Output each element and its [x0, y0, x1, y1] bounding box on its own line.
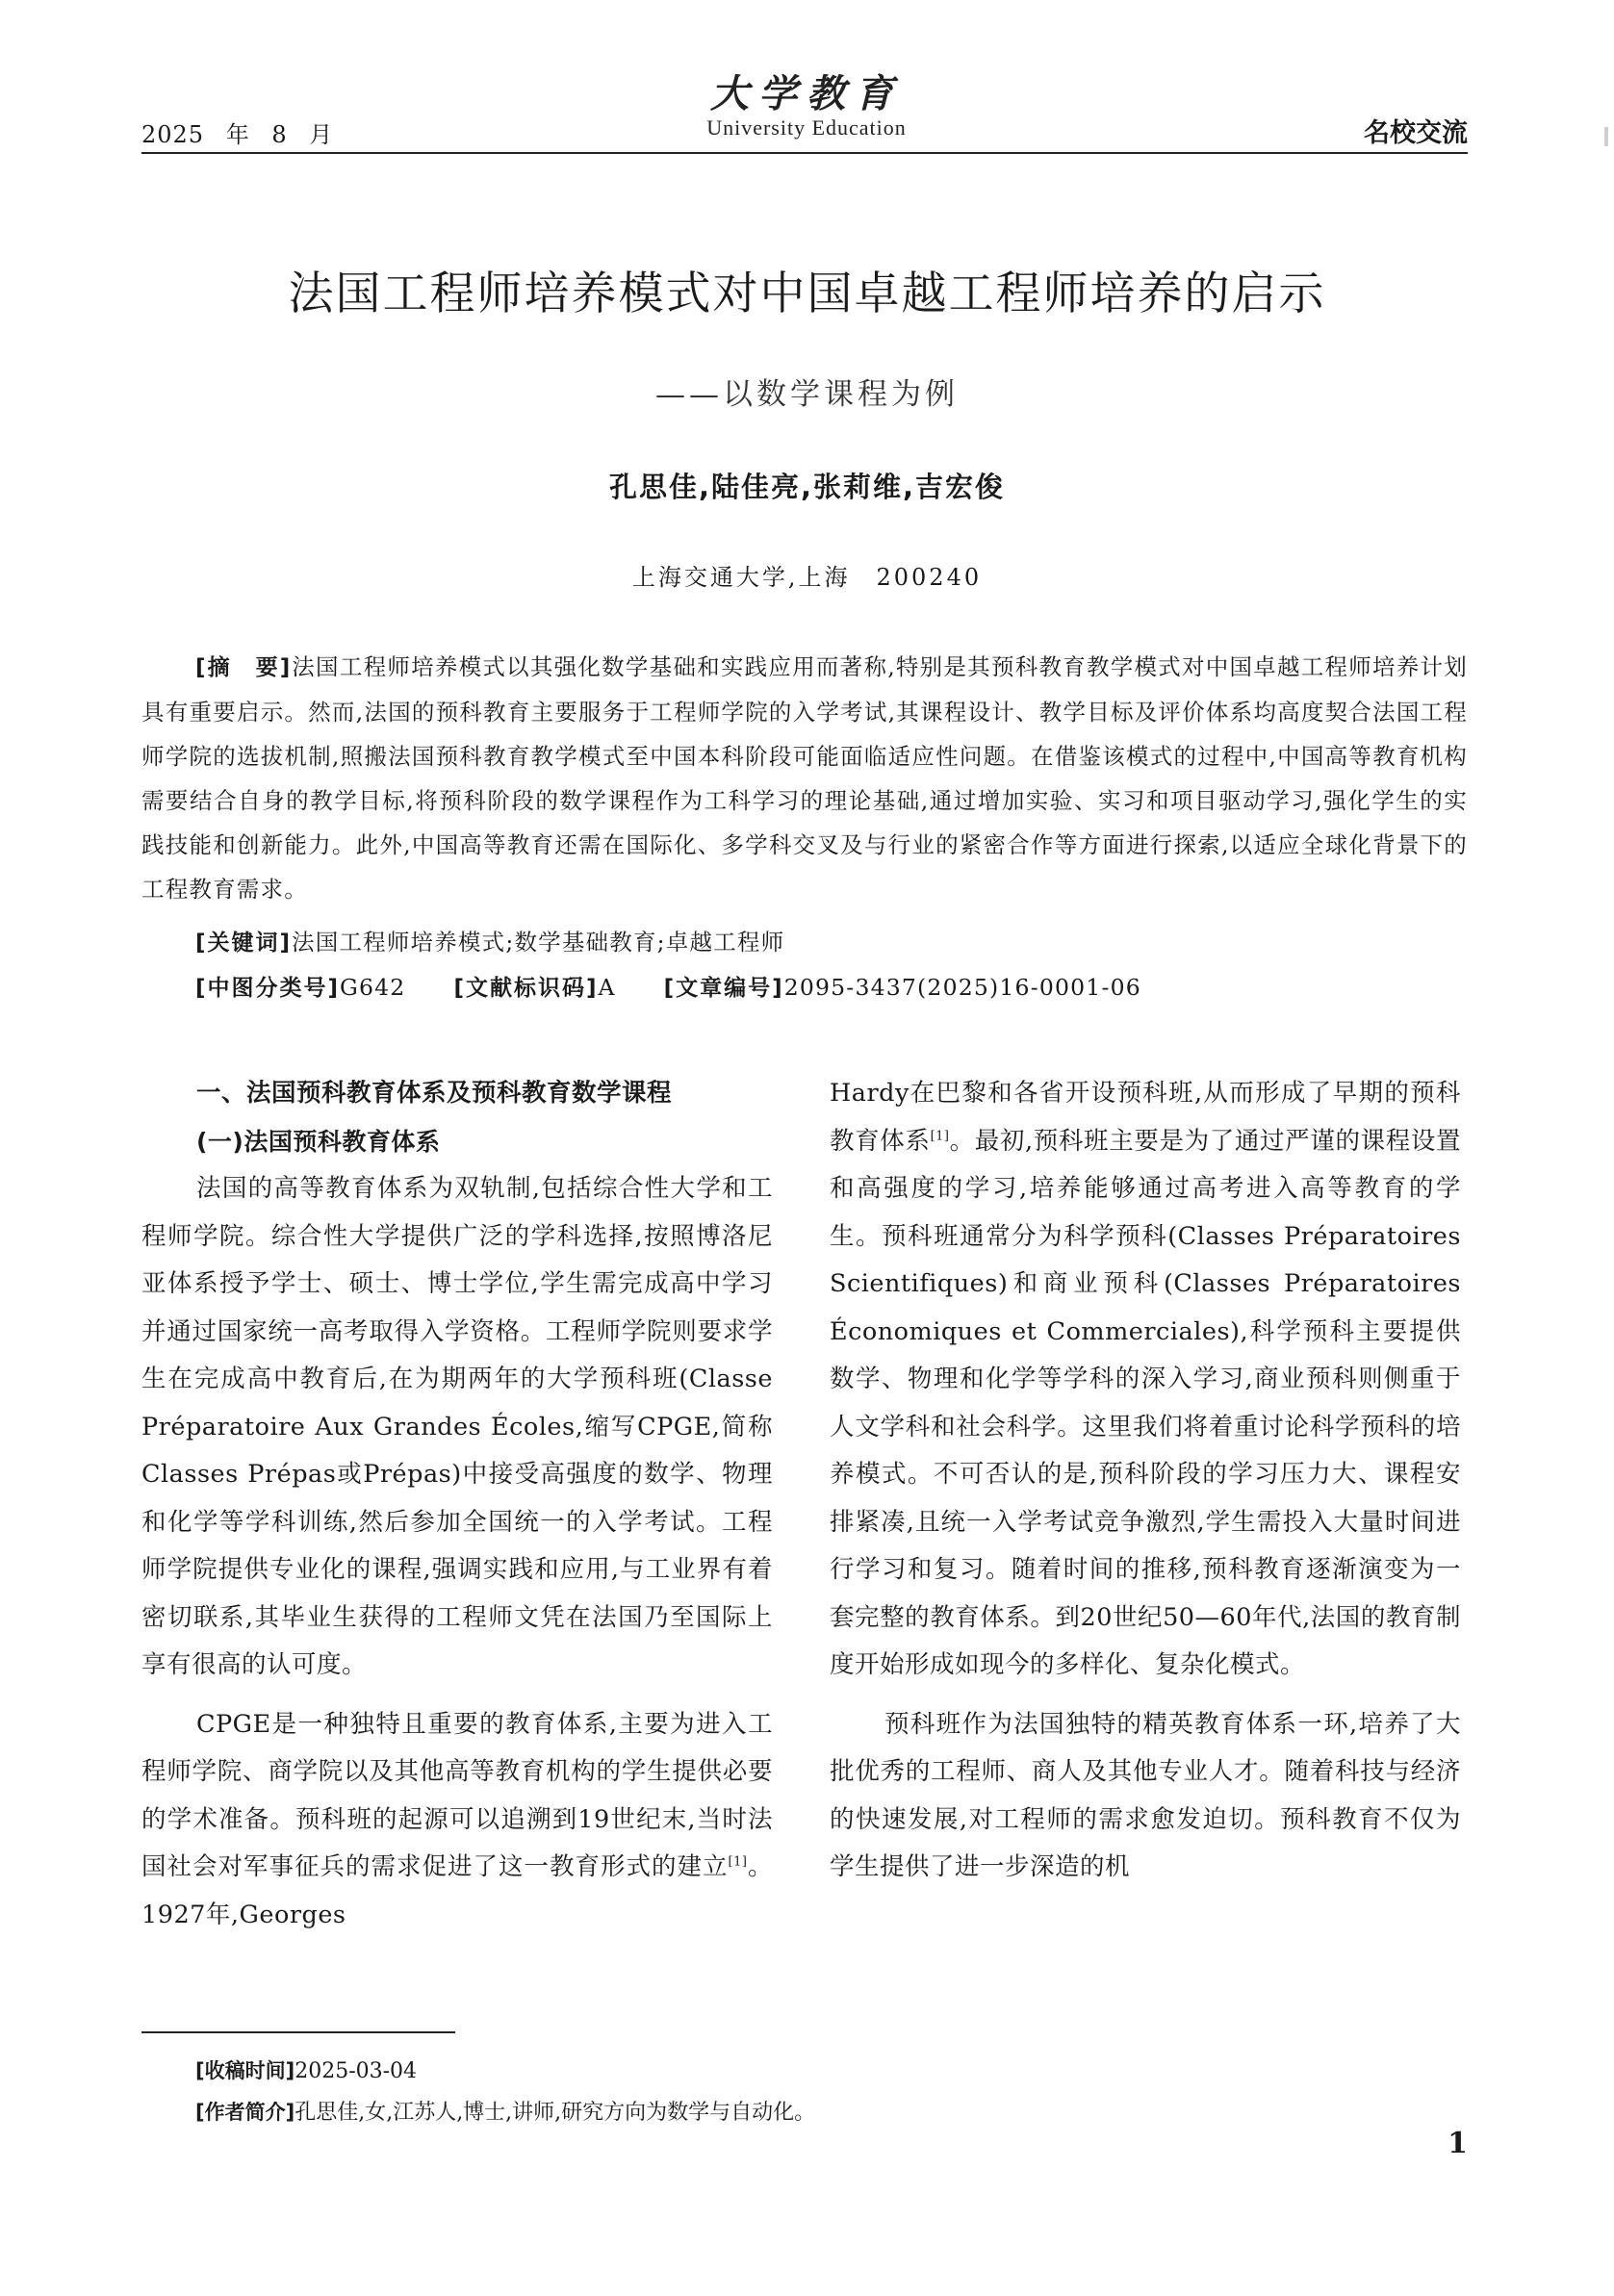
abstract-label: [摘 要] — [195, 655, 293, 680]
author-bio — [195, 2096, 815, 2126]
abstract-text: 法国工程师培养模式以其强化数学基础和实践应用而著称,特别是其预科教育教学模式对中国卓越工程师培养计划具有重要启示。然而,法国的预科教育主要服务于工程师学院的入学考试,其课程设计、教学目标及评价体系均高度契合法国工程师学院的选拔机制,照搬法国预科教育教学模式至中国本科阶段可能面临适应性问题。在借鉴该模式的过程中,中国高等教育机构需要结合自身的教学目标,将预科阶段的数学课程作为工科学习的理论基础,通过增加实验、实习和项目驱动学习,强化学生的实践技能和创新能力。此外,中国高等教育还需在国际化、多学科交叉及与行业的紧密合作等方面进行探索,以适应全球化背景下的工程教育需求。 — [141, 653, 1468, 903]
classification-line — [195, 970, 1141, 1002]
abstract — [141, 645, 1468, 911]
journal-logo: 大学教育 — [710, 71, 903, 116]
clc-value: G642 — [340, 974, 406, 1001]
body-text: Hardy在巴黎和各省开设预科班,从而形成了早期的预科教育体系 — [830, 1079, 1461, 1156]
author-list: 孔思佳,陆佳亮,张莉维,吉宏俊 — [608, 471, 1006, 503]
body-text: CPGE是一种独特且重要的教育体系,主要为进入工程师学院、商学院以及其他高等教育机构的学生提供必要的学术准备。预科班的起源可以追溯到19世纪末,当时法国社会对军事征兵的需求促进了这一教育形式的建立 — [141, 1709, 773, 1881]
page-edge-mark — [1604, 127, 1608, 146]
body-paragraph — [141, 1701, 773, 1940]
received-value: 2025-03-04 — [295, 2059, 418, 2083]
body-paragraph — [830, 1070, 1461, 1690]
author-bio-label: [作者简介] — [195, 2101, 295, 2124]
keywords-label: [关键词] — [195, 931, 293, 956]
section-heading: 一、法国预科教育体系及预科教育数学课程 — [196, 1079, 673, 1108]
author-affiliation: 上海交通大学,上海 200240 — [631, 564, 983, 591]
article-title: 法国工程师培养模式对中国卓越工程师培养的启示 — [288, 268, 1326, 320]
journal-english-name: University Education — [706, 115, 907, 140]
doc-code-label: [文献标识码] — [453, 976, 599, 1001]
keywords-text: 法国工程师培养模式;数学基础教育;卓越工程师 — [292, 929, 785, 956]
body-column-right — [830, 1070, 1461, 1892]
keywords — [195, 924, 784, 957]
body-paragraph: 法国的高等教育体系为双轨制,包括综合性大学和工程师学院。综合性大学提供广泛的学科选择,按照博洛尼亚体系授予学士、硕士、博士学位,学生需完成高中学习并通过国家统一高考取得入学资格。工程师学院则要求学生在完成高中教育后,在为期两年的大学预科班(Classe Préparatoire Aux Grandes Écoles,缩写CPGE,简称Classes Prépas或Prépas)中接受高强度的数学、物理和化学等学科训练,然后参加全国统一的入学考试。工程师学院提供专业化的课程,强调实践和应用,与工业界有着密切联系,其毕业生获得的工程师文凭在法国乃至国际上享有很高的认可度。 — [141, 1174, 773, 1679]
citation-ref: [1] — [728, 1854, 748, 1870]
received-date — [195, 2055, 417, 2084]
body-column-left — [141, 1070, 773, 1939]
article-number-label: [文章编号] — [663, 976, 784, 1001]
body-text: 。1927年,Georges — [141, 1852, 773, 1929]
received-label: [收稿时间] — [195, 2059, 295, 2082]
page-number: 1 — [1447, 2127, 1468, 2160]
article-number-value: 2095-3437(2025)16-0001-06 — [783, 974, 1141, 1001]
body-paragraph: 预科班作为法国独特的精英教育体系一环,培养了大批优秀的工程师、商人及其他专业人才。随着科技与经济的快速发展,对工程师的需求愈发迫切。预科教育不仅为学生提供了进一步深造的机 — [830, 1709, 1461, 1881]
footnote-rule — [141, 2031, 455, 2033]
clc-label: [中图分类号] — [195, 976, 341, 1001]
article-subtitle: ——以数学课程为例 — [655, 377, 959, 412]
doc-code-value: A — [598, 974, 616, 1001]
header-rule — [141, 152, 1468, 154]
subsection-heading: (一)法国预科教育体系 — [196, 1127, 441, 1156]
issue-date: 2025 年 8 月 — [141, 121, 334, 148]
body-text: 。最初,预科班主要是为了通过严谨的课程设置和高强度的学习,培养能够通过高考进入高等教育的学生。预科班通常分为科学预科(Classes Préparatoires Scientifiques)和商业预科(Classes Préparatoires Économiques et Commerciales),科学预科主要提供数学、物理和化学等学科的深入学习,商业预科则侧重于人文学科和社会科学。这里我们将着重讨论科学预科的培养模式。不可否认的是,预科阶段的学习压力大、课程安排紧凑,且统一入学考试竞争激烈,学生需投入大量时间进行学习和复习。随着时间的推移,预科教育逐渐演变为一套完整的教育体系。到20世纪50—60年代,法国的教育制度开始形成如现今的多样化、复杂化模式。 — [830, 1126, 1461, 1679]
author-bio-text: 孔思佳,女,江苏人,博士,讲师,研究方向为数学与自动化。 — [295, 2101, 816, 2125]
citation-ref: [1] — [930, 1129, 950, 1143]
section-name: 名校交流 — [1364, 118, 1468, 148]
